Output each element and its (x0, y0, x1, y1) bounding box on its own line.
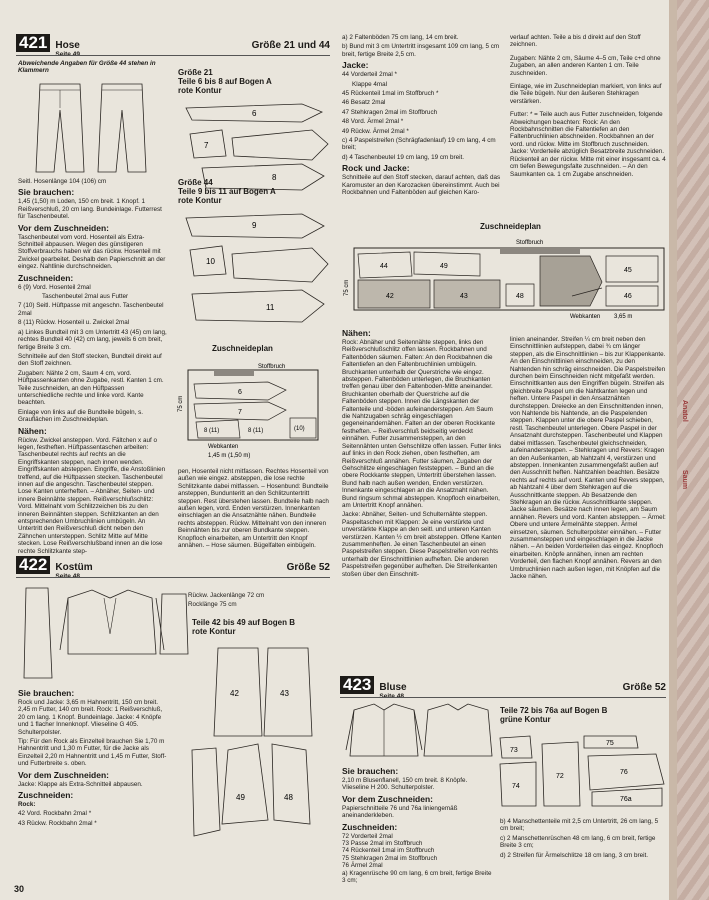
interfacing-area (214, 370, 254, 376)
edge-snippet: Saum (681, 470, 688, 490)
interfacing-text: Einlage von links auf die Bundteile bügeln, s. Grauflächen im Zuschneideplan. (18, 408, 143, 424)
trouser-length: Seitl. Hosenlänge 104 (106) cm (18, 178, 107, 185)
piece-number: 46 (624, 293, 632, 300)
heading-jacke: Jacke: (342, 60, 369, 71)
cutting-note: Schnitteile auf den Stoff stecken, darauf achten, daß das Karomuster an den Karozacken übereinstimmt. Auch bei Rockbahnen und Faltenböden auf gleichen Karo- (342, 174, 501, 197)
cut-item: 74 Rückenteil 1mal im Stoffbruch (342, 847, 435, 855)
cut-item: Taschenbeutel 2mal aus Futter (42, 293, 129, 301)
piece-number: 48 (516, 293, 524, 300)
section-422-sewing (342, 326, 502, 580)
section-421-continuation (178, 468, 330, 551)
size-44-contour: rote Kontur (178, 196, 222, 205)
section-421-left-col (18, 178, 168, 557)
webkanten-label: Webkanten (208, 444, 239, 450)
section-422-col3-top (510, 34, 666, 180)
section-422-cutting-list (342, 34, 502, 199)
fabric-width: 3,65 m (614, 314, 633, 320)
blouse-pattern-pieces (496, 730, 668, 810)
stoffbruch-label: Stoffbruch (258, 364, 286, 370)
piece-number: (10) (294, 426, 305, 432)
lining-text: Futter: * = Teile auch aus Futter zuschneiden, folgende Abweichungen beachten: Rock: An den Rockbahnschnitten die Faltentiefen an den Faltenbruchlinien abschneiden. Rockbahnen an der vord. und rückw. Mitte im Stoffbruch zuschneiden. Jacke: Vorderteile abzüglich Besatzbreite zuschneiden. Rückenteil an der rückw. Mitte mit einer insgesamt ca. 4 cm tiefen Bewegungsfalte zuschneiden. – An den Saumkanten ca. 1 cm Zugabe anschneiden. (510, 111, 666, 178)
size-44-pattern-pieces (182, 212, 332, 342)
seam-allowance-text: Zugaben: Nähte 2 cm, Saum 4 cm, vord. Hüftpassenkanten ohne Zugabe, restl. Kanten 1 cm. Teile zuschneiden, an den Hüftpassen unterschiedliche rechte und linke vord. Kante beachten. (18, 369, 164, 407)
fabric-height: 75 cm (344, 279, 350, 296)
skirt-length: Rocklänge 75 cm (188, 601, 237, 609)
suit-illustration (22, 584, 190, 682)
piece-number: 11 (266, 303, 275, 312)
fabric-height: 75 cm (178, 395, 184, 412)
fabric-width: 1,45 m (1,50 m) (208, 453, 251, 459)
materials-text: Rock und Jacke: 3,65 m Hahnentritt, 150 cm breit. 2,45 m Futter, 140 cm breit. Rock: 1 Reißverschluß, 20 cm lang. 1 Knopf. Bundeinlage. Jacke: 4 Knöpfe und 1 flacher Innenknopf. Vlieseline G 405. Schulterpolster. (18, 699, 163, 736)
cutting-layout-title: Zuschneideplan (480, 222, 541, 231)
cutting-layout-421 (178, 360, 328, 460)
piece-number: 7 (204, 141, 209, 150)
cut-item: 49 Rückw. Ärmel 2mal * (342, 127, 409, 135)
size-44-pieces: Teile 9 bis 11 auf Bogen A (178, 187, 276, 196)
heading-zuschneiden: Zuschneiden: (18, 790, 74, 801)
section-title: Kostüm (55, 562, 93, 573)
size-note (18, 60, 168, 77)
piece-number: 6 (252, 109, 257, 118)
cutting-note: Schnitteile auf den Stoff stecken, Bundteil direkt auf den Stoff zeichnen. (18, 352, 162, 368)
size-note-text: Abweichende Angaben für Größe 44 stehen in Klammern (18, 60, 156, 75)
piece-number: 49 (236, 793, 245, 802)
cut-item: d) 2 Streifen für Ärmelschlitze 18 cm lang, 3 cm breit. (500, 851, 649, 859)
piece-number: 8 (272, 173, 277, 182)
size-21-label: Größe 21 (178, 68, 213, 77)
cut-item: c) 4 Paspelstreifen (Schrägfadenlauf) 19 cm lang, 4 cm breit; (342, 137, 496, 152)
heading-rock-und-jacke: Rock und Jacke: (342, 163, 410, 174)
cutting-layout-422-title (480, 222, 580, 231)
jacket-length: Rückw. Jackenlänge 72 cm (188, 592, 265, 599)
preparation-text: Jacke: Klappe als Extra-Schnitteil abpausen. (18, 780, 143, 788)
heading-vor-dem-zuschneiden: Vor dem Zuschneiden: (342, 793, 433, 804)
sewing-instructions-skirt: Rock: Abnäher und Seitennähte steppen, links den Reißverschlußschlitz offen lassen. Rockbahnen und Faltenböden säumen. Falten: An den Rockbahnen die Faltentiefen an den Faltenbruchlinien umbügeln. Bruchkanten unterhalb der Querstriche wie eingez. absteppen. Faltenböden unterlegen, die Bruchkanten treffen genau über den Faltenboden-Mitte aneinander. Bruchkanten oberhalb der Querstriche auf die Faltenböden steppen. Innen die Längskanten der Faltenteile und -böden aufeinandersteppen. Am Saum die Nahtzugaben schräg eingeschlagen gegeneinandernähen. Falten an der oberen Rockkante festheften. – Reißverschluß beidseitig verdeckt einnähen. Futter zusammensteppen, an den Seitennähten unten Gehschlitze offen lassen. Futter links auf links in den Rock ziehen, oben festheften, am Reißverschluß annähen. Futter säumen, Zugaben der Gehschlitze eingeschlagen feststeppen. – Bund an die obere Rockkante steppen, Untertritt überstehen lassen. Bund halb nach außen wenden, Enden verstürzen. Innenkante eingeschlagen an die Ansatznaht nähen. Bund ringsum schmal absteppen. Knopfloch einarbeiten, am Untertritt Knopf annähen. (342, 339, 502, 509)
section-number: 421 (16, 34, 50, 52)
materials-text: 2,10 m Blusenflanell, 150 cm breit. 8 Knöpfe. Vlieseline H 200. Schulterpolster. (342, 777, 468, 792)
divider (16, 55, 330, 56)
interfacing-text: Einlage, wie im Zuschneideplan markiert, von links auf die Teile bügeln. Nur den äußeren Stehkragen verstärken. (510, 83, 662, 105)
cutting-layout-422 (340, 236, 670, 326)
sewing-instructions-jacket: Jacke: Abnäher, Seiten- und Schulternähte steppen. Paspeltaschen mit Klappen: Je eine verstürkte und unverstärkte Klappe an den seitl. und unteren Kanten verstürzen. Kanten ½ cm breit absteppen. Offene Kanten zusammenheften. Je einen Taschenbeutel an einen Paspelstreifen steppen. Diese Paspelstreifen von rechts unterhalb der Einschnittlinien aufheften. Die anderen Paspelstreifen gegenüber aufheften. Die Streifenkanten stoßen über den Einschnitt- (342, 511, 502, 578)
cut-item: 6 (9) Vord. Hosenteil 2mal (18, 283, 91, 291)
cutting-note: verlauf achten. Teile a bis d direkt auf den Stoff zeichnen. (510, 34, 641, 49)
heading-naehen: Nähen: (342, 328, 371, 338)
divider (340, 697, 666, 698)
piece-number: 44 (380, 263, 388, 270)
cut-group-label: Rock: (18, 801, 36, 809)
divider (16, 577, 330, 578)
page-number: 30 (14, 884, 25, 894)
section-423-left-col (342, 764, 494, 884)
sewing-instructions: Rückw. Zwickel ansteppen. Vord. Fältchen x auf o legen, festheften. Hüftpassentaschen arbeiten: Taschenbeutel rechts auf rechts an die Eingriffskanten steppen, nach innen wenden. Eingriffskanten absteppen. Eingriffe, die Anstoßlinien treffend, auf die Hüftpassen stecken. Taschenbeutel innen auf die angeschn. Taschenbeutel steppen. Lose Kanten unterheften. – Abnäher, Seiten- und innere Beinnähte steppen. Reißverschlußschlitz: Vord. Mittelnaht vom Schlitzzeichen bis zu den inneren Beinnähten steppen. Schlitzkanten an den entsprechenden Umbruchlinien umbügeln. An Untertritt den Reißverschluß dicht neben den Zähnchen untersteppen. Schlitz Mitte auf Mitte stecken. Lose Reißverschlußband innen an die lose rechte Schlitzkante step- (18, 436, 166, 555)
section-number: 423 (340, 676, 374, 694)
size-label: Größe 21 und 44 (251, 40, 330, 51)
size-label: Größe 52 (622, 682, 666, 693)
trouser-illustration (22, 80, 162, 175)
piece-number: 72 (556, 773, 564, 780)
cutting-layout-title: Zuschneideplan (212, 344, 273, 353)
piece-number: 49 (440, 263, 448, 270)
cut-item: 42 Vord. Rockbahn 2mal * (18, 810, 92, 818)
cut-item: 76 Ärmel 2mal (342, 862, 383, 870)
materials-text: 1,45 (1,50) m Loden, 150 cm breit. 1 Knopf. 1 Reißverschluß, 20 cm lang. Bundeinlage. Futterrest für Taschenbeutel. (18, 198, 162, 221)
pattern-sheet-strip (677, 0, 709, 900)
cut-item: a) 2 Faltenböden 75 cm lang, 14 cm breit. (342, 34, 459, 41)
piece-number: 43 (460, 293, 468, 300)
piece-number: 73 (510, 747, 518, 754)
suit-pattern-label (192, 618, 332, 636)
cutting-layout-421-title (212, 344, 312, 353)
cut-item: 47 Stehkragen 2mal im Stoffbruch (342, 108, 438, 116)
cut-item: 43 Rückw. Rockbahn 2mal * (18, 819, 97, 827)
piece-number: 45 (624, 267, 632, 274)
heading-zuschneiden: Zuschneiden: (342, 821, 398, 832)
cut-item: 46 Besatz 2mal (342, 99, 386, 107)
size-44-label: Größe 44 (178, 178, 213, 187)
piece-number: 42 (386, 293, 394, 300)
heading-sie-brauchen: Sie brauchen: (18, 187, 75, 198)
cut-item: 8 (11) Rückw. Hosenteil u. Zwickel 2mal (18, 319, 130, 327)
heading-vor-dem-zuschneiden: Vor dem Zuschneiden: (18, 222, 109, 233)
size-label: Größe 52 (286, 562, 330, 573)
cut-item: 72 Vorderteil 2mal (342, 832, 393, 840)
heading-zuschneiden: Zuschneiden: (18, 272, 74, 283)
sewing-instructions-continued: pen, Hosenteil nicht mitfassen. Rechtes Hosenteil von außen wie eingez. absteppen, die lose rechte Schlitzkante dabei mitfassen. – Hosenbund: Bundteile ansteppen, Bundunteritt an den Schlitzuntertritt steppen. Rest überstehen lassen. Bundteile halb nach außen legen, vord. Enden verstürzen. Innenkanten einschlagen an die Ansatznähte nähen. Bundteile rechts absteppen. Rückw. Mittelnaht von den inneren Beinnähten bis zur oberen Bundkante steppen. Knopfloch einarbeiten, am Untertritt den Knopf annähen. – Hose säumen. Bügelfalten einbügeln. (178, 468, 329, 550)
heading-naehen: Nähen: (18, 425, 47, 436)
heading-sie-brauchen: Sie brauchen: (342, 766, 399, 776)
cut-item: d) 4 Taschenbeutel 19 cm lang, 19 cm breit. (342, 153, 465, 161)
piece-number: 42 (230, 689, 239, 698)
cut-item: a) Kragenrüsche 90 cm lang, 6 cm breit, fertige Breite 3 cm; (342, 869, 492, 885)
cut-item: Klappe 4mal (352, 80, 388, 88)
piece-number: 10 (206, 257, 215, 266)
piece-number: 48 (284, 793, 293, 802)
size-21-contour: rote Kontur (178, 86, 222, 95)
section-422-sewing-col3 (510, 336, 666, 582)
preparation-text: Papierschnitteile 76 und 76a liniengemäß aneinanderkleben. (342, 804, 458, 820)
cut-item: b) 4 Manschettenteile mit 2,5 cm Untertritt, 26 cm lang, 5 cm breit; (500, 818, 659, 833)
piece-number: 6 (238, 389, 242, 396)
section-number: 422 (16, 556, 50, 574)
pattern-pieces: Teile 72 bis 76a auf Bogen B (500, 706, 608, 715)
piece-number: 76 (620, 769, 628, 776)
cut-item: 75 Stehkragen 2mal im Stoffbruch (342, 854, 438, 862)
cut-item: 45 Rückenteil 1mal im Stoffbruch * (342, 90, 439, 98)
cut-item: a) Linkes Bundteil mit 3 cm Untertritt 43 (45) cm lang, rechtes Bundteil 40 (42) cm lang, jeweils 6 cm breit, fertige Breite 3 cm. (18, 328, 167, 351)
cut-item: 7 (10) Seitl. Hüftpasse mit angeschn. Taschenbeutel 2mal (18, 302, 164, 317)
cut-item: 48 Vord. Ärmel 2mal * (342, 118, 404, 126)
interfacing-area (500, 248, 580, 254)
adjacent-page-edge (669, 0, 709, 900)
pattern-contour: rote Kontur (192, 627, 236, 636)
preparation-text: Taschenbeutel vom vord. Hosenteil als Extra-Schnitteil abpausen. Wegen des günstigeren Stoffverbrauchs haben wir das rückw. Hosenteil mit Zwickel gearbeitet. Deshalb den Papierschnitt an der eingez. Nahtlinie durchschneiden. (18, 233, 166, 271)
edge-snippet: Anatol (681, 400, 688, 422)
pattern-pieces: Teile 42 bis 49 auf Bogen B (192, 618, 295, 627)
piece-number: 75 (606, 740, 614, 747)
sewing-instructions-pockets: linien aneinander. Streifen ¼ cm breit neben den Einschnittlinien aufsteppen, dabei ¾ cm länger steppen, als die Einschnittlinien – bis zur Klappenkante. An den Einschnittlinien einschneiden, zu den Nahtenden hin schräg einschneiden. Die Paspelstreifen durchen beim Einschneiden nicht mitgefaßt werden. Einschnittkanten aus den Eingriffen bügeln. Streifen als gleichbreite Paspel um die Nahtkanten legen und heften. Untere Paspel in den Ansatznähten durchsteppen. Dreiecke an den Einschnittenden innen, von Nahtende bis Nahtende, an die Paspelenden steppen. Klappen unter die obere Paspel schieben, restl. Taschenbeutel unterlegen. Obere Paspel in der Ansatznaht durchsteppen. Taschenbeutel und Klappen dabei mitfassen. Taschenbeutel gleichschneiden, aufeinandersteppen. – Stehkragen und Revers: Kragen an den Außenkanten, ab Nahtzahl 4, verstürzen und absteppen. Innenkanten zusammengefaßt außen auf den Ausschnitt heften. Nahtzahlen beachten. Besätze rechts auf rechts auf vord. Kanten und Revers steppen, ab Nahtzahl 4 über dem Stehkragen auf die Ausschnittkante steppen. Ab Besatzende den Stehkragen an die rückw. Ausschnittkante steppen. Jacke säumen. Besätze nach innen legen, am Saum annähen. Revers und vord. Kanten absteppen. – Ärmel: Obere und untere Ärmelnähte steppen. Ärmel einsetzen, säumen. Schulterpolster einnähen. – Futter zusammensteppen und eingeschlagen in die Jacke nähen. – An beiden Vorderteilen das eingez. Knopfloch einarbeiten. Knöpfe annähen, innen am rechten Vorderteil, den flachen Knopf annähen. Revers an den Umbruchlinien nach außen legen, mit Knöpfen auf die Jacke nähen. (510, 336, 666, 580)
section-423-right-col (500, 818, 664, 861)
pattern-contour: grüne Kontur (500, 715, 551, 724)
webkanten-label: Webkanten (570, 314, 601, 320)
piece-number: 76a (620, 796, 632, 803)
piece-number: 43 (280, 689, 289, 698)
cut-item: c) 2 Manschettenrüschen 48 cm lang, 6 cm breit, fertige Breite 3 cm; (500, 834, 656, 850)
piece-number: 9 (252, 221, 257, 230)
cut-item: 44 Vorderteil 2mal * (342, 71, 397, 79)
section-title: Hose (55, 40, 80, 51)
piece-number: 8 (11) (248, 428, 264, 434)
section-title: Bluse (379, 682, 407, 693)
piece-number: 8 (11) (204, 428, 220, 434)
size-21-pieces: Teile 6 bis 8 auf Bogen A (178, 77, 272, 86)
piece-number: 7 (238, 409, 242, 416)
suit-pattern-pieces (188, 640, 328, 880)
seam-allowance-text: Zugaben: Nähte 2 cm, Säume 4–5 cm, Teile c+d ohne Zugaben, an allen anderen Kanten 1 cm. Teile zuschneiden. (510, 54, 661, 77)
blouse-pattern-label (500, 706, 650, 724)
size-21-block (178, 68, 288, 95)
cut-item: b) Bund mit 3 cm Untertritt insgesamt 109 cm lang, 5 cm breit, fertige Breite 2,5 cm. (342, 43, 500, 58)
suit-lengths (188, 592, 328, 611)
heading-vor-dem-zuschneiden: Vor dem Zuschneiden: (18, 769, 109, 780)
tip-text: Tip: Für den Rock als Einzelteil brauchen Sie 1,70 m Hahnentritt und 1,30 m Futter, für die Jacke als Einzelteil 2,20 m Hahnentritt und 1,45 m Futter, Stoff- und Futterbreite s. oben. (18, 738, 167, 768)
size-44-block (178, 178, 288, 205)
heading-sie-brauchen: Sie brauchen: (18, 688, 75, 698)
piece-number: 74 (512, 783, 520, 790)
section-422-left-col (18, 686, 170, 829)
stoffbruch-label: Stoffbruch (516, 240, 544, 246)
blouse-illustration (344, 700, 494, 760)
cut-item: 73 Passe 2mal im Stoffbruch (342, 840, 423, 848)
